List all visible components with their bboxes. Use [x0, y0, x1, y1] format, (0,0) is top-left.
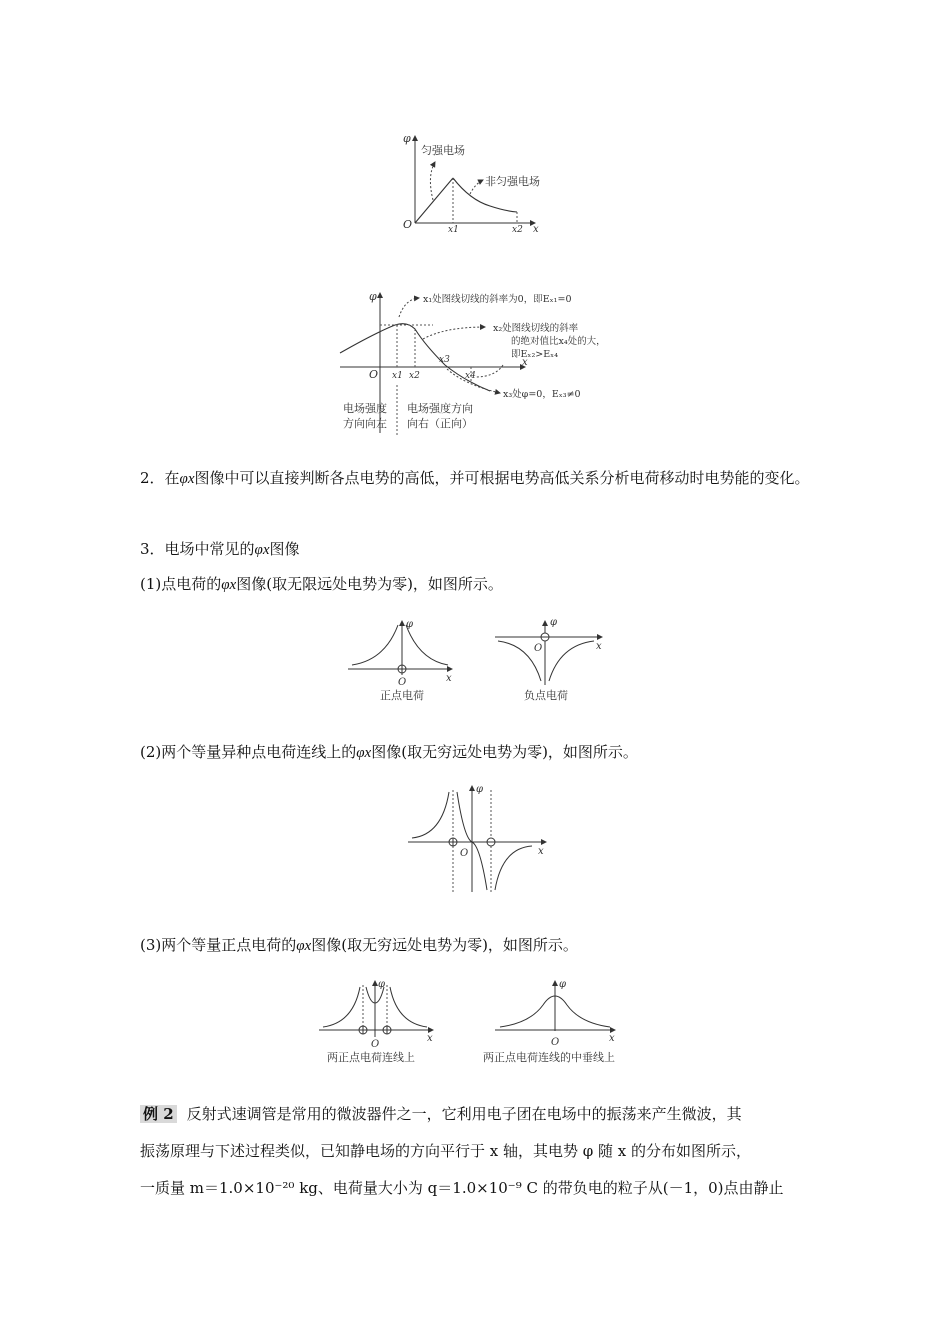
- example-line1-text: 反射式速调管是常用的微波器件之一，它利用电子团在电场中的振荡来产生微波，其: [186, 1105, 742, 1123]
- s2-phi-x: φx: [356, 745, 372, 761]
- s1-phi-x: φx: [221, 577, 237, 593]
- tp-x-label: x: [427, 1033, 433, 1044]
- p2-rest: 图像中可以直接判断各点电势的高低，并可根据电势高低关系分析电荷移动时电势能的变化。: [194, 469, 810, 487]
- pb-x-label: x: [609, 1033, 615, 1044]
- x1-label: x1: [392, 371, 403, 381]
- perpendicular-bisector-plot: [483, 979, 615, 1064]
- x1-label: x1: [448, 225, 459, 235]
- neg-phi-label: φ: [550, 617, 558, 628]
- tp-phi-label: φ: [378, 979, 386, 990]
- x-axis-label: x: [522, 357, 528, 368]
- annotation-x2-line3: 即Eₓ₂>Eₓ₄: [511, 349, 558, 360]
- x-axis-label: x: [533, 224, 539, 235]
- subsection-3: [140, 931, 820, 961]
- negative-caption: 负点电荷: [524, 689, 568, 702]
- example-2: [140, 1096, 820, 1207]
- arrow-to-uniform: [430, 162, 435, 200]
- subsection-1: [140, 570, 820, 600]
- example-label: 例 2: [140, 1105, 177, 1123]
- uniform-field-line: [415, 178, 453, 223]
- uniform-field-label: 匀强电场: [421, 144, 465, 157]
- pb-origin-label: O: [551, 1037, 560, 1048]
- y-axis-label: φ: [403, 132, 411, 145]
- positive-caption: 正点电荷: [380, 689, 424, 702]
- x3-label: x3: [439, 355, 450, 365]
- positive-charge-plot: [348, 619, 452, 702]
- pos-origin-label: O: [398, 677, 407, 688]
- x2-label: x2: [409, 371, 420, 381]
- subsection-2: [140, 738, 820, 768]
- figure-uniform-nonuniform-field: [395, 128, 565, 238]
- figure-point-charges: [340, 615, 610, 710]
- p3-prefix: 3．电场中常见的: [140, 540, 255, 558]
- left-branch: [412, 792, 449, 838]
- p2-prefix: 2．在: [140, 469, 180, 487]
- right-branch: [495, 846, 532, 890]
- s3-phi-x: φx: [296, 938, 312, 954]
- y-axis-label: φ: [369, 290, 377, 303]
- pos-phi-label: φ: [406, 619, 414, 630]
- annotation-x3: x₃处φ=0，Eₓ₃≠0: [503, 389, 581, 400]
- arrow-to-nonuniform: [470, 180, 483, 194]
- caption-bisector: 两正点电荷连线的中垂线上: [483, 1051, 615, 1064]
- annotation-x1: x₁处图线切线的斜率为0，即Eₓ₁=0: [423, 294, 572, 305]
- x2-label: x2: [512, 225, 523, 235]
- right-region-line1: 电场强度方向: [407, 402, 473, 415]
- s3-rest: 图像(取无穷远处电势为零)，如图所示。: [311, 936, 578, 954]
- arrow-ann2: [423, 327, 485, 339]
- figure-two-positive-charges: [315, 975, 645, 1070]
- paragraph-2: [140, 464, 820, 494]
- caption-line-between: 两正点电荷连线上: [327, 1051, 415, 1064]
- s2-prefix: (2)两个等量异种点电荷连线上的: [140, 743, 357, 761]
- figure-opposite-charges: [400, 780, 550, 895]
- arrow-ann1: [399, 298, 419, 317]
- s2-rest: 图像(取无穷远处电势为零)，如图所示。: [371, 743, 638, 761]
- p3-phi-x: φx: [254, 542, 270, 558]
- line-between-plot: [319, 979, 433, 1064]
- annotation-x2-line2: 的绝对值比x₄处的大，: [511, 336, 606, 347]
- negative-charge-plot: [495, 617, 602, 702]
- example-line-2: 振荡原理与下述过程类似，已知静电场的方向平行于 x 轴，其电势 φ 随 x 的分布如图所示，: [140, 1142, 752, 1160]
- example-line-1: [140, 1096, 820, 1133]
- tp-origin-label: O: [371, 1039, 380, 1050]
- example-line-3: 一质量 m＝1.0×10⁻²⁰ kg、电荷量大小为 q＝1.0×10⁻⁹ C 的带负电的粒子从(－1，0)点由静止: [140, 1179, 784, 1197]
- paragraph-3: [140, 535, 820, 565]
- neg-origin-label: O: [534, 643, 543, 654]
- left-region-line1: 电场强度: [343, 402, 387, 415]
- s1-rest: 图像(取无限远处电势为零)，如图所示。: [236, 575, 503, 593]
- s1-prefix: (1)点电荷的: [140, 575, 222, 593]
- pos-x-label: x: [446, 673, 452, 684]
- origin-label: O: [460, 848, 469, 859]
- right-region-line2: 向右（正向）: [407, 417, 473, 430]
- origin-label: O: [369, 368, 379, 381]
- pb-phi-label: φ: [559, 979, 567, 990]
- phi-label: φ: [476, 784, 484, 795]
- annotation-x2-line1: x₂处图线切线的斜率: [493, 323, 579, 334]
- s3-prefix: (3)两个等量正点电荷的: [140, 936, 297, 954]
- left-region-line2: 方向向左: [343, 417, 387, 430]
- neg-x-label: x: [596, 641, 602, 652]
- figure-phi-x-annotated: [335, 285, 625, 435]
- nonuniform-field-label: 非匀强电场: [485, 175, 540, 188]
- origin-label: O: [403, 218, 413, 231]
- p2-phi-x: φx: [179, 471, 195, 487]
- x-label: x: [538, 846, 544, 857]
- p3-rest: 图像: [269, 540, 300, 558]
- x4-label: x4: [465, 371, 476, 381]
